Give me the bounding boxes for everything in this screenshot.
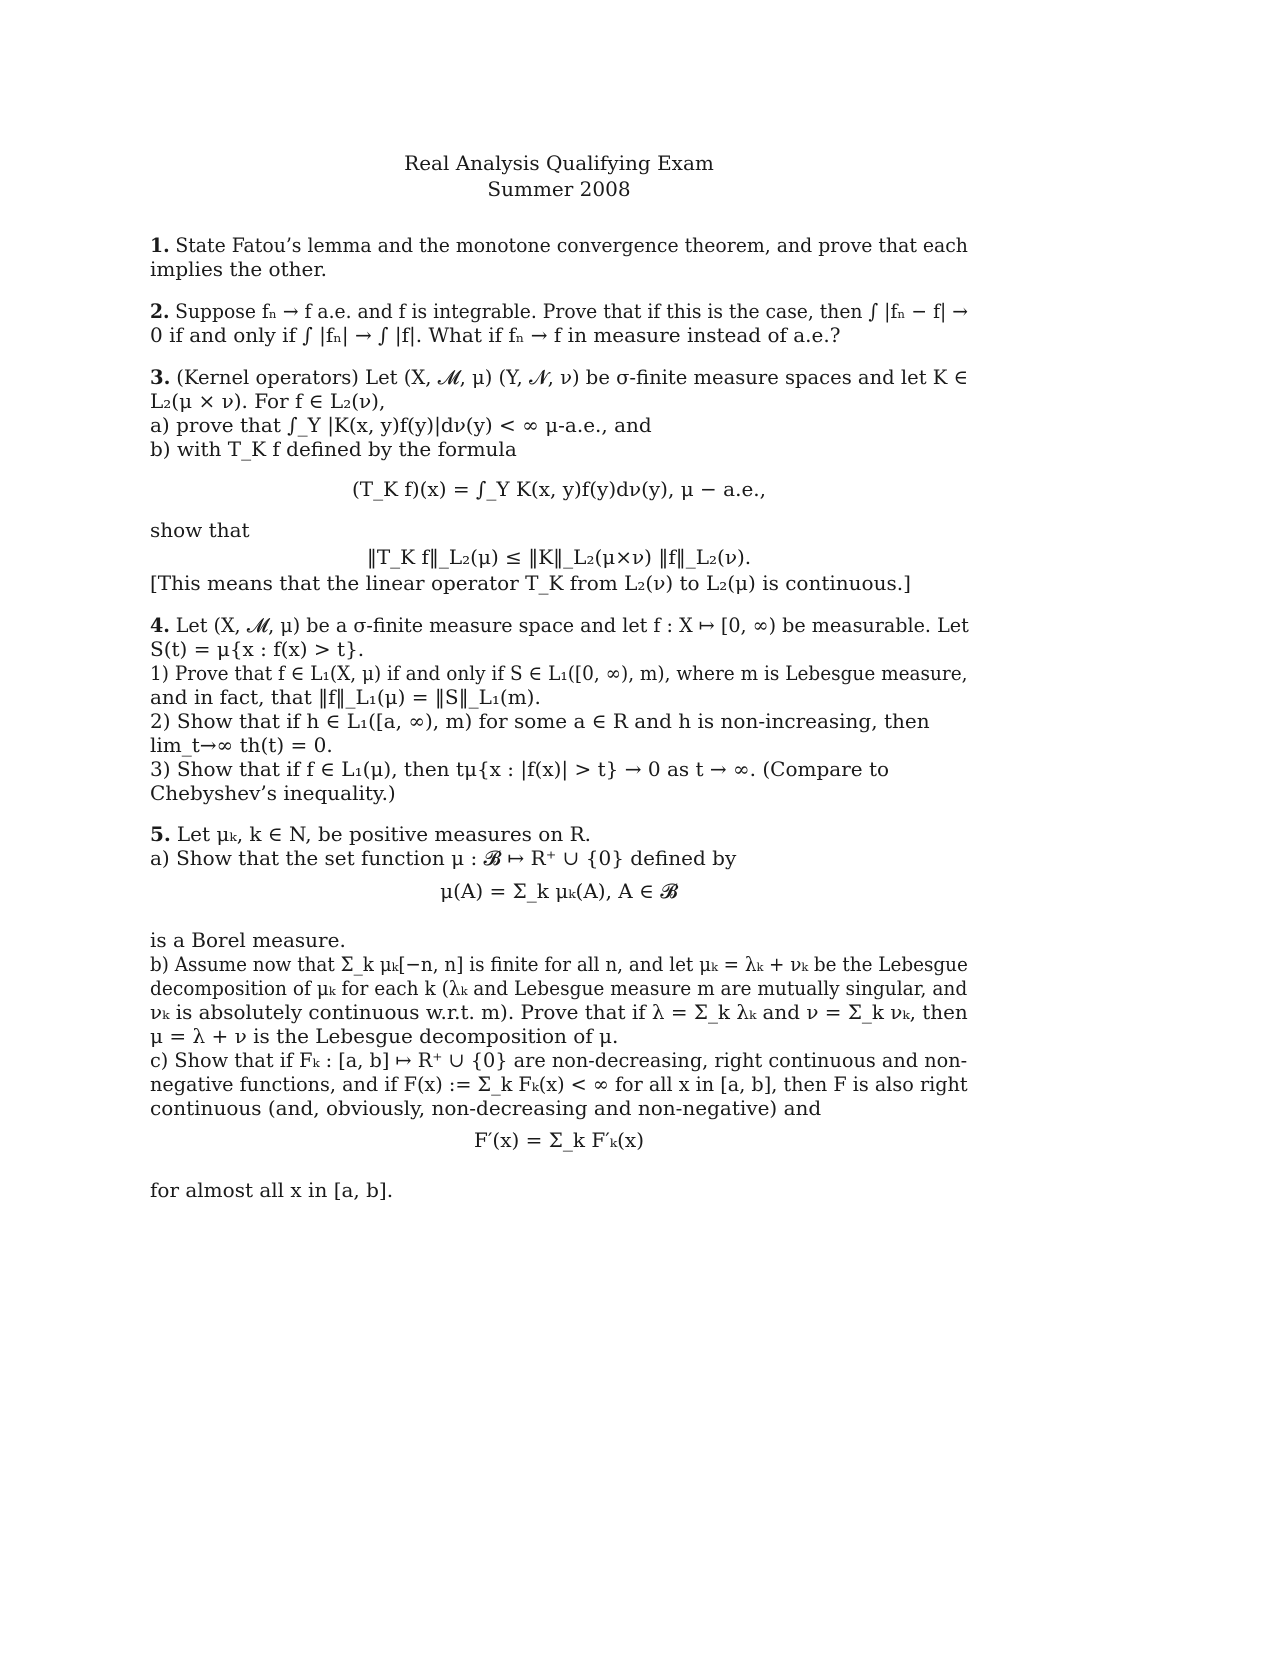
problem-5-line-5: decomposition of μₖ for each k (λₖ and Lebesgue measure m are mutually singular, and: [150, 976, 968, 1000]
problem-2-line-1: 2. Suppose fₙ → f a.e. and f is integrable. Prove that if this is the case, then ∫ |fₙ − f| →: [150, 299, 968, 323]
problem-4-line-1: 4. Let (X, 𝓜, μ) be a σ-finite measure space and let f : X ↦ [0, ∞) be measurable. Let: [150, 613, 969, 637]
problem-3-formula-1: (T_K f)(x) = ∫_Y K(x, y)f(y)dν(y), μ − a.e.,: [351, 477, 766, 501]
problem-4-line-3: 1) Prove that f ∈ L₁(X, μ) if and only if S ∈ L₁([0, ∞), m), where m is Lebesgue measure,: [150, 661, 968, 685]
problem-2-line-2: 0 if and only if ∫ |fₙ| → ∫ |f|. What if fₙ → f in measure instead of a.e.?: [150, 323, 841, 347]
exam-title: Real Analysis Qualifying Exam: [404, 151, 714, 175]
problem-5-line-2: a) Show that the set function μ : 𝓑 ↦ R⁺ ∪ {0} defined by: [150, 846, 737, 870]
problem-4-line-4: and in fact, that ‖f‖_L₁(μ) = ‖S‖_L₁(m).: [150, 685, 541, 709]
problem-5-line-3: is a Borel measure.: [150, 928, 346, 952]
problem-3-formula-2: ‖T_K f‖_L₂(μ) ≤ ‖K‖_L₂(μ×ν) ‖f‖_L₂(ν).: [366, 545, 752, 569]
problem-3-line-4: b) with T_K f defined by the formula: [150, 437, 517, 461]
exam-header: [150, 150, 968, 202]
problem-5-line-9: negative functions, and if F(x) := Σ_k Fₖ(x) < ∞ for all x in [a, b], then F is also right: [150, 1072, 968, 1096]
problem-1-line-1: 1. State Fatou’s lemma and the monotone convergence theorem, and prove that each: [150, 233, 968, 257]
problem-number: 2.: [150, 299, 170, 323]
problem-number: 5.: [150, 822, 171, 846]
exam-subtitle: Summer 2008: [487, 177, 631, 201]
problem-5-line-10: continuous (and, obviously, non-decreasing and non-negative) and: [150, 1096, 822, 1120]
problem-number: 3.: [150, 365, 171, 389]
problem-3-note: [This means that the linear operator T_K from L₂(ν) to L₂(μ) is continuous.]: [150, 571, 911, 595]
problem-4-line-5: 2) Show that if h ∈ L₁([a, ∞), m) for some a ∈ R and h is non-increasing, then: [150, 709, 930, 733]
exam-page: [150, 0, 968, 1656]
problem-3-line-2: L₂(μ × ν). For f ∈ L₂(ν),: [150, 389, 386, 413]
problem-5-line-8: c) Show that if Fₖ : [a, b] ↦ R⁺ ∪ {0} are non-decreasing, right continuous and non-: [150, 1048, 968, 1072]
problem-5-line-1: 5. Let μₖ, k ∈ N, be positive measures on R.: [150, 822, 591, 846]
problem-5-line-6: νₖ is absolutely continuous w.r.t. m). Prove that if λ = Σ_k λₖ and ν = Σ_k νₖ, then: [150, 1000, 968, 1024]
problem-4-line-2: S(t) = μ{x : f(x) > t}.: [150, 637, 365, 661]
problem-3-line-1: 3. (Kernel operators) Let (X, 𝓜, μ) (Y, 𝓝, ν) be σ-finite measure spaces and let K ∈: [150, 365, 969, 389]
problem-5-line-4: b) Assume now that Σ_k μₖ[−n, n] is finite for all n, and let μₖ = λₖ + νₖ be the Lebesgue: [150, 952, 968, 976]
problem-4-line-7: 3) Show that if f ∈ L₁(μ), then tμ{x : |f(x)| > t} → 0 as t → ∞. (Compare to: [150, 757, 890, 781]
problem-3-show-that: show that: [150, 518, 250, 542]
problem-3-line-3: a) prove that ∫_Y |K(x, y)f(y)|dν(y) < ∞ μ-a.e., and: [150, 413, 652, 437]
problem-5-final-line: for almost all x in [a, b].: [150, 1178, 394, 1202]
problem-1-line-2: implies the other.: [150, 257, 328, 281]
problem-number: 4.: [150, 613, 170, 637]
problem-number: 1.: [150, 233, 170, 257]
problem-5-formula-1: μ(A) = Σ_k μₖ(A), A ∈ 𝓑: [440, 879, 678, 903]
problem-5-formula-2: F′(x) = Σ_k F′ₖ(x): [474, 1128, 644, 1152]
problem-5-line-7: μ = λ + ν is the Lebesgue decomposition of μ.: [150, 1024, 619, 1048]
problem-4-line-8: Chebyshev’s inequality.): [150, 781, 396, 805]
problem-4-line-6: lim_t→∞ th(t) = 0.: [150, 733, 333, 757]
